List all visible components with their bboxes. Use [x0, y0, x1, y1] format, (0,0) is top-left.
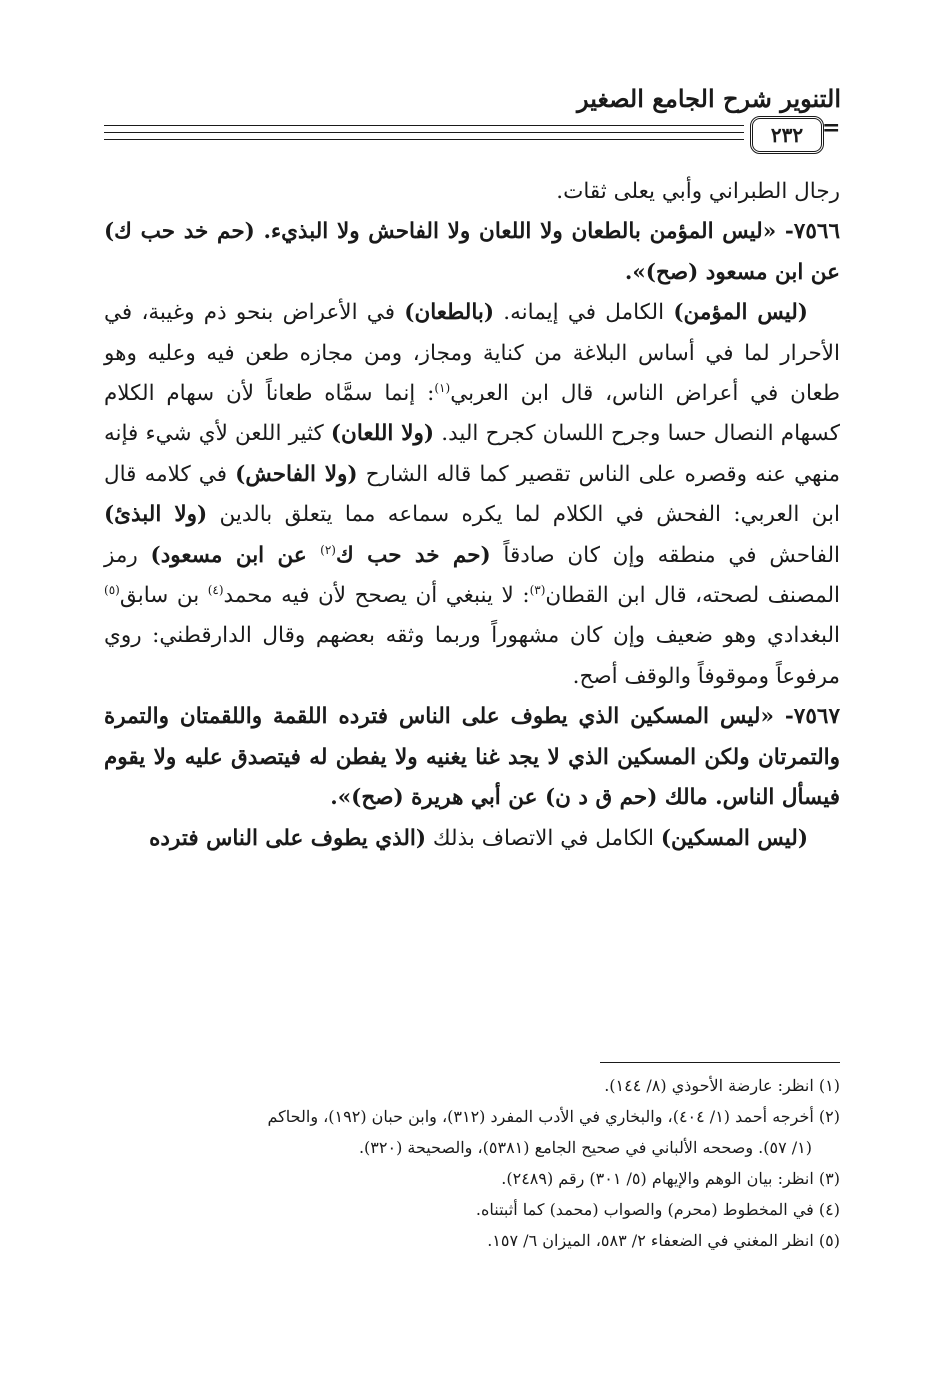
commentary-text: الكامل في إيمانه. — [494, 300, 674, 326]
footnote-3: (٣) انظر: بيان الوهم والإيهام (٥/ ٣٠١) رقم (٢٤٨٩). — [501, 1169, 840, 1188]
footnote-1: (١) انظر: عارضة الأحوذي (٨/ ١٤٤). — [604, 1076, 840, 1095]
commentary-text: الكامل في الاتصاف بذلك — [426, 825, 661, 851]
commentary-text: : لا ينبغي أن يصحح لأن فيه محمد — [223, 583, 530, 609]
commentary-7567 — [104, 819, 840, 859]
header-dash-mark: = — [822, 115, 841, 141]
running-header-title: التنوير شرح الجامع الصغير — [577, 84, 841, 113]
commentary-text: رمز المصنف لصحته، قال ابن القطان — [104, 542, 841, 609]
footnote-2: (٢) أخرجه أحمد (١/ ٤٠٤)، والبخاري في الأدب المفرد (٣١٢)، وابن حبان (١٩٢)، والحاكم — [267, 1107, 840, 1126]
footnote-ref-4[interactable]: (٤) — [207, 582, 224, 597]
header-rule-bottom — [104, 139, 744, 140]
lemma: (ولا الفاحش) — [235, 461, 358, 487]
footnote-2-continued: (١/ ٥٧). وصححه الألباني في صحيح الجامع (٥٣٨١)، والصحيحة (٣٢٠). — [358, 1138, 812, 1157]
footnotes — [104, 1070, 840, 1256]
main-text — [104, 172, 840, 859]
commentary-text: البغدادي وهو ضعيف وإن كان مشهوراً وربما وثقه بعضهم وقال الدارقطني: روي مرفوعاً وموقوفاً والوقف أصح. — [104, 623, 840, 689]
commentary-text: بن سابق — [119, 583, 208, 609]
commentary-text: في كلامه قال ابن العربي: الفحش في الكلام لما يكره سماعه مما يتعلق بالدين — [104, 461, 840, 528]
hadith-7567: ٧٥٦٧- «ليس المسكين الذي يطوف على الناس فترده اللقمة واللقمتان والتمرة والتمرتان ولكن المسكين الذي لا يجد غنا يغنيه ولا يفطن له فيتصدق عليه ولا يقوم فيسأل الناس. مالك (حم ق د ن) عن أبي هريرة (صح)». — [104, 704, 840, 811]
header-rule-middle — [104, 132, 744, 133]
footnote-ref-5[interactable]: (٥) — [104, 582, 120, 597]
commentary-7566 — [104, 293, 840, 697]
lemma: (الذي يطوف على الناس فترده — [149, 825, 427, 851]
lemma: (ولا اللعان) — [330, 421, 435, 447]
lemma: (حم خد حب ك — [335, 542, 491, 568]
footnote-ref-1[interactable]: (١) — [434, 380, 451, 395]
footnote-ref-3[interactable]: (٣) — [529, 582, 546, 597]
commentary-text: كثير اللعن لأي شيء فإنه منهي عنه وقصره على الناس تقصير كما قاله الشارح — [104, 421, 840, 487]
footnote-ref-2[interactable]: (٢) — [320, 542, 336, 557]
lemma: (بالطعان) — [404, 300, 495, 326]
footnote-5: (٥) انظر المغني في الضعفاء ٢/ ٥٨٣، الميزان ٦/ ١٥٧. — [487, 1231, 840, 1250]
header-rule-top — [104, 125, 744, 126]
lemma: (ولا البذئ) — [104, 502, 208, 528]
lemma: عن ابن مسعود) — [150, 542, 321, 568]
continuation-line: رجال الطبراني وأبي يعلى ثقات. — [556, 179, 840, 204]
commentary-text: : إنما سمَّاه طعاناً لأن سهام الكلام كسهام النصال حسا وجرح اللسان كجرح اليد. — [104, 381, 840, 447]
hadith-7566: ٧٥٦٦- «ليس المؤمن بالطعان ولا اللعان ولا الفاحش ولا البذيء. (حم خد حب ك) عن ابن مسعود (صح)». — [104, 219, 840, 285]
footnote-4: (٤) في المخطوط (محرم) والصواب (محمد) كما أثبتناه. — [475, 1200, 840, 1219]
lemma: (ليس المسكين) — [660, 825, 808, 851]
commentary-text: في الأعراض بنحو ذم وغيبة، في الأحرار لما في أساس البلاغة من كناية ومجاز، ومن مجازه طعن فيه وعليه وهو طعان في أعراض الناس، قال ابن العربي — [104, 300, 840, 407]
lemma: (ليس المؤمن) — [673, 300, 808, 326]
footnote-separator — [600, 1062, 840, 1063]
commentary-text: الفاحش في منطقه وإن كان صادقاً — [490, 542, 840, 568]
page-number: ٢٣٢ — [750, 116, 824, 154]
